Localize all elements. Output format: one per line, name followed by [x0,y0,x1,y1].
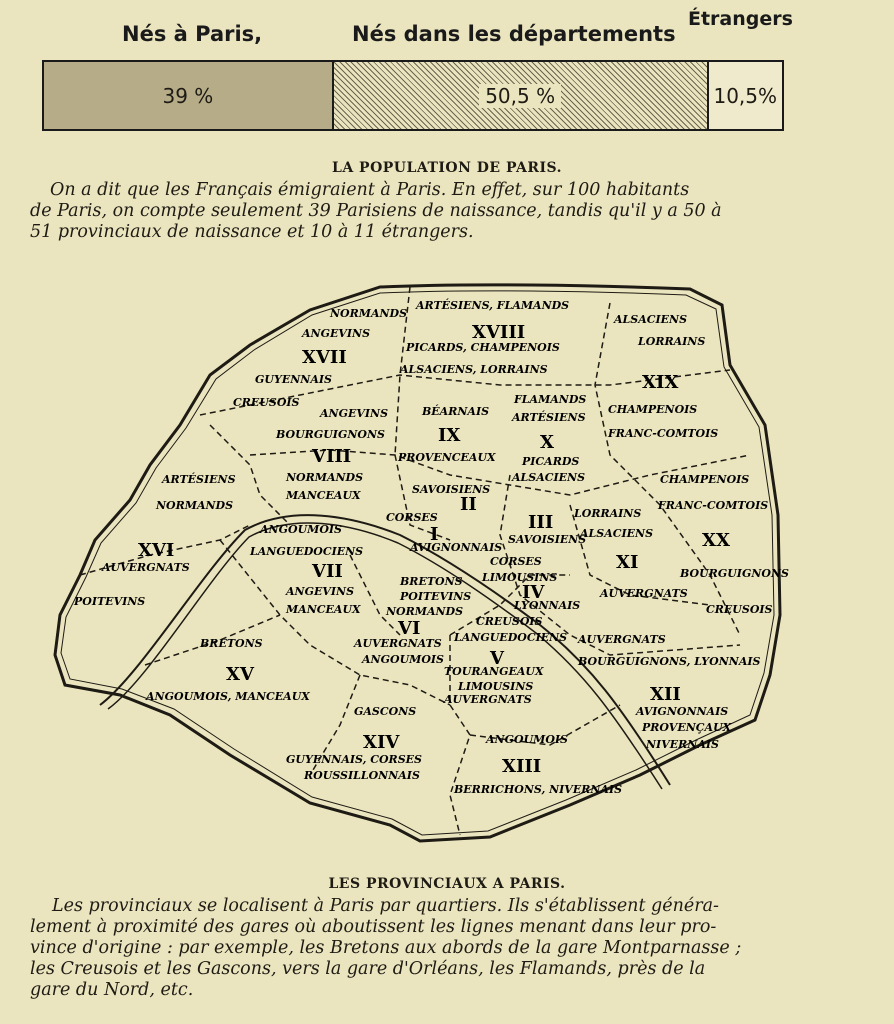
bar-value-etrangers: 10,5% [713,83,778,108]
region-label: SAVOISIENS [412,483,491,496]
region-label: GUYENNAIS, CORSES [286,753,422,766]
bar-value-departements: 50,5 % [479,84,561,108]
arrondissement-number: XII [650,684,681,705]
region-label: ANGOUMOIS [362,653,445,666]
region-label: MANCEAUX [286,489,361,502]
region-label: CREUSOIS [706,603,773,616]
region-label: CORSES [386,511,438,524]
arrondissement-number: XV [226,664,254,685]
bar-segment-paris [44,62,334,129]
arrondissement-number: XIX [642,372,679,393]
arrondissement-number: VIII [312,446,352,467]
region-label: PROVENÇAUX [642,721,732,734]
region-label: BRETONS [200,637,263,650]
region-label: FRANC-COMTOIS [658,499,769,512]
region-label: PROVENCEAUX [398,451,496,464]
caption-text-population [30,180,848,243]
category-label-departements: Nés dans les départements [352,22,676,46]
region-label: NORMANDS [156,499,234,512]
region-label: ANGEVINS [286,585,355,598]
region-label: LANGUEDOCIENS [250,545,364,558]
region-label: CHAMPENOIS [608,403,698,416]
region-label: GUYENNAIS [255,373,332,386]
paris-arrondissements-map [50,275,790,855]
caption-line: les Creusois et les Gascons, vers la gare d'Orléans, les Flamands, près de la [30,959,706,979]
category-label-paris: Nés à Paris, [122,22,263,46]
region-label: ALSACIENS [512,471,586,484]
region-label: AUVERGNATS [444,693,532,706]
region-label: TOURANGEAUX [444,665,544,678]
arrondissement-number: XIII [502,756,542,777]
arrondissement-number: IX [438,425,461,446]
arrondissement-number: V [490,648,504,669]
bar-segment-departements [334,62,709,129]
arrondissement-number: IV [522,582,545,603]
arrondissement-number: XVI [138,540,175,561]
region-label: POITEVINS [74,595,146,608]
region-label: SAVOISIENS [508,533,587,546]
caption-line: vince d'origine : par exemple, les Bretons aux abords de la gare Montparnasse ; [30,938,742,958]
arrondissement-number: VII [312,561,343,582]
region-label: FLAMANDS [514,393,587,406]
population-bar [42,60,784,131]
region-label: POITEVINS [400,590,472,603]
arrondissement-number: XI [616,552,639,573]
arrondissement-number: XVII [302,347,347,368]
region-label: LIMOUSINS [482,571,558,584]
caption-title-provinciaux: LES PROVINCIAUX A PARIS. [328,876,566,892]
region-label: AUVERGNATS [600,587,688,600]
region-label: ALSACIENS [614,313,688,326]
caption-line: Les provinciaux se localisent à Paris par quartiers. Ils s'établissent généra- [52,896,719,916]
region-label: LANGUEDOCIENS [454,631,568,644]
region-label: ALSACIENS, LORRAINS [400,363,548,376]
region-label: BERRICHONS, NIVERNAIS [454,783,623,796]
region-label: MANCEAUX [286,603,361,616]
region-label: ARTÉSIENS [162,473,236,486]
caption-text-provinciaux [30,896,870,1001]
region-label: LIMOUSINS [458,680,534,693]
region-label: PICARDS [522,455,580,468]
arrondissement-number: X [540,432,554,453]
region-label: LORRAINS [574,507,642,520]
category-label-etrangers: Étrangers [688,8,793,30]
arrondissement-number: XX [702,530,730,551]
caption-line: lement à proximité des gares où aboutissent les lignes menant dans leur pro- [30,917,717,937]
region-label: CREUSOIS [233,396,300,409]
region-label: NIVERNAIS [646,738,719,751]
region-label: PICARDS, CHAMPENOIS [406,341,560,354]
region-label: ANGOUMOIS [260,523,343,536]
region-label: ANGOUMOIS, MANCEAUX [146,690,310,703]
arrondissement-number: XVIII [472,322,526,343]
arrondissement-number: VI [398,618,421,639]
region-label: NORMANDS [286,471,364,484]
caption-line: 51 provinciaux de naissance et 10 à 11 étrangers. [30,222,474,242]
region-label: CREUSOIS [476,615,543,628]
region-label: CORSES [490,555,542,568]
region-label: ARTÉSIENS, FLAMANDS [416,299,570,312]
region-label: ANGEVINS [302,327,371,340]
caption-line: On a dit que les Français émigraient à Paris. En effet, sur 100 habitants [50,180,690,200]
region-label: AUVERGNATS [354,637,442,650]
arrondissement-number: III [528,512,554,533]
region-label: NORMANDS [386,605,464,618]
region-label: BOURGUIGNONS, LYONNAIS [578,655,761,668]
caption-line: gare du Nord, etc. [30,980,194,1000]
arrondissement-number: II [460,494,477,515]
region-label: NORMANDS [330,307,408,320]
region-label: AVIGNONNAIS [636,705,729,718]
region-label: LORRAINS [638,335,706,348]
region-label: AUVERGNATS [102,561,190,574]
region-label: LYONNAIS [514,599,581,612]
region-label: GASCONS [354,705,417,718]
arrondissement-number: XIV [363,732,400,753]
region-label: AUVERGNATS [578,633,666,646]
region-label: AVIGNONNAIS [410,541,503,554]
region-label: ARTÉSIENS [512,411,586,424]
region-label: BOURGUIGNONS [680,567,789,580]
region-label: BÉARNAIS [422,405,490,418]
region-label: CHAMPENOIS [660,473,750,486]
region-label: ANGEVINS [320,407,389,420]
region-label: ALSACIENS [580,527,654,540]
arrondissement-number: I [430,524,439,545]
region-label: BRETONS [400,575,463,588]
bar-segment-etrangers [709,62,783,129]
region-label: ROUSSILLONNAIS [304,769,420,782]
bar-value-paris: 39 % [162,83,214,108]
region-label: FRANC-COMTOIS [608,427,719,440]
region-label: BOURGUIGNONS [276,428,385,441]
region-label: ANGOUMOIS [486,733,569,746]
caption-title-population: LA POPULATION DE PARIS. [331,160,563,176]
caption-line: de Paris, on compte seulement 39 Parisiens de naissance, tandis qu'il y a 50 à [30,201,722,221]
